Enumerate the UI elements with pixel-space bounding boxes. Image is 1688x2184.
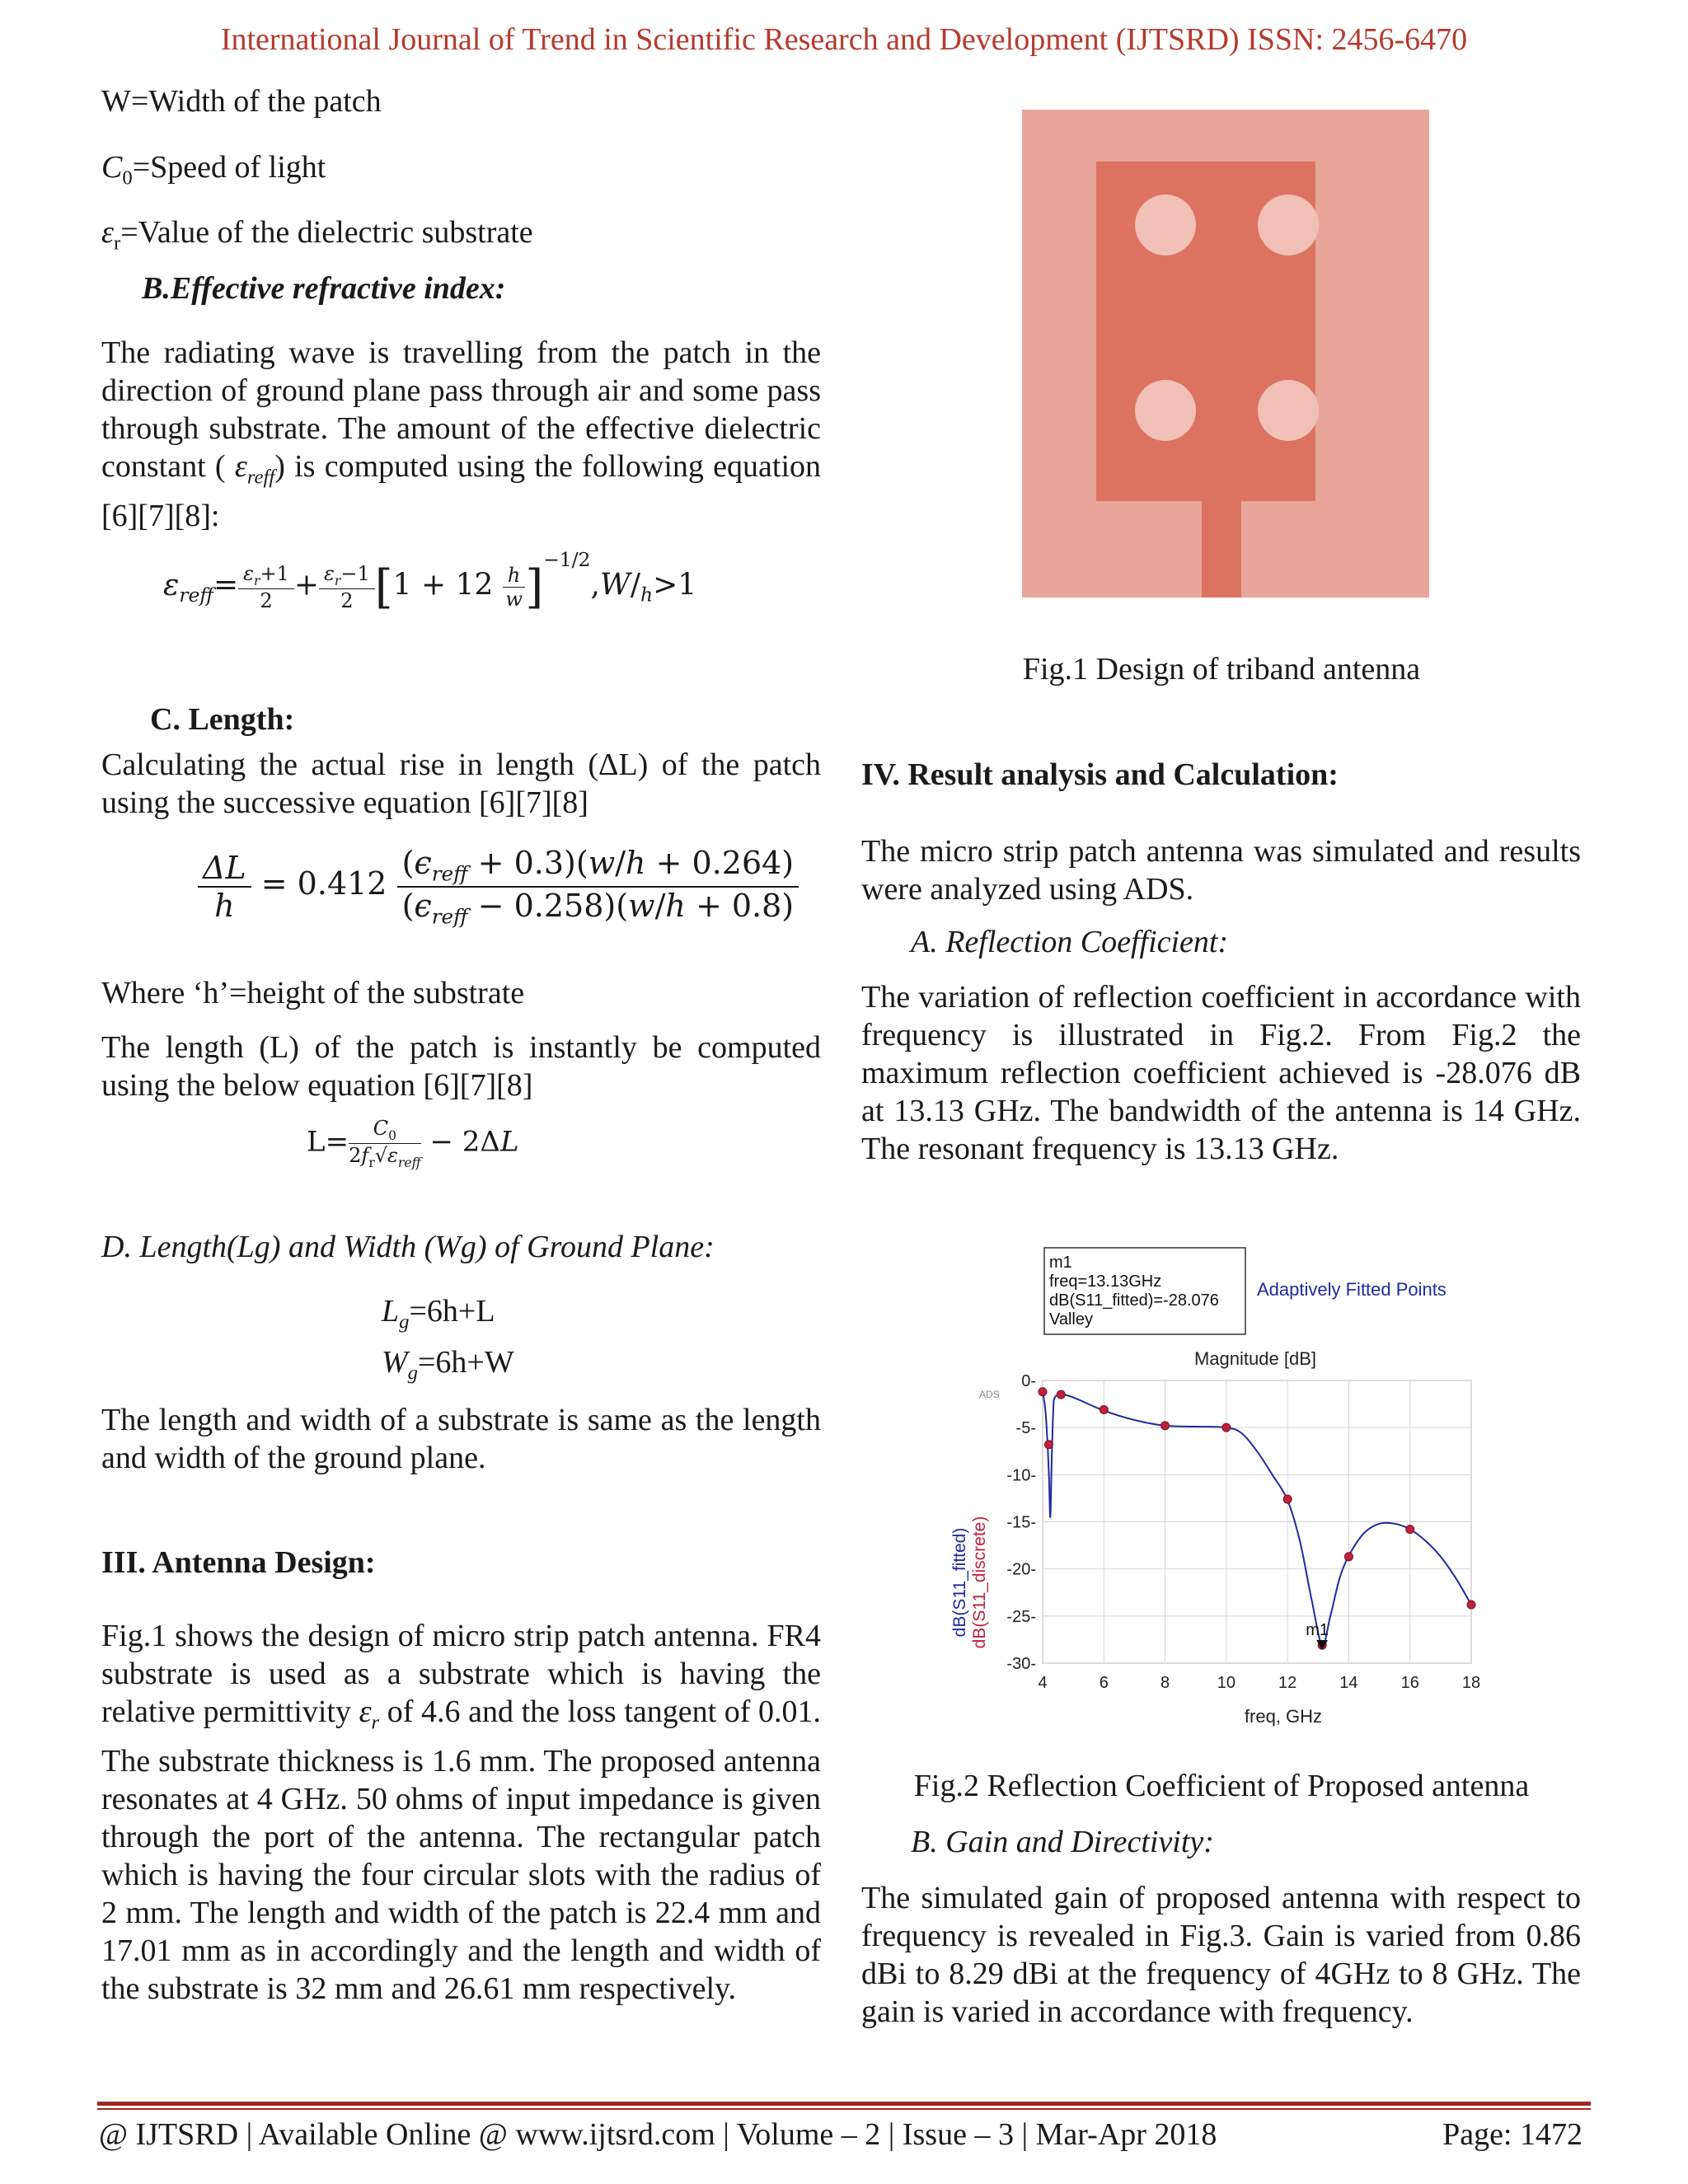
- y-tick-labels: [1006, 1372, 1036, 1673]
- x-axis-label: freq, GHz: [1244, 1706, 1323, 1727]
- paragraph-reflection: The variation of reflection coefficient in accordance with frequency is illustrated in Fig.2. From Fig.2 the maximum reflection coefficient achieved is -28.076 dB at 13.13 GHz. The bandwidth of the antenna is 14 GHz. The resonant frequency is 13.13 GHz.: [861, 980, 1581, 1166]
- section-b-heading: B.Effective refractive index:: [142, 271, 506, 306]
- discrete-point: [1057, 1390, 1065, 1399]
- paragraph-antenna-design: Fig.1 shows the design of micro strip patch antenna. FR4 substrate is used as a substrate which is having the relative permittivity $\varepsilon_r$ of 4.6 and the loss tangent of 0.01. The substrate thickness is 1.6 mm. The proposed antenna resonates at 4 GHz. 50 ohms of input impedance is given through the port of the antenna. The rectangular patch which is having the four circular slots with the radius of 2 mm. The length and width of the patch is 22.4 mm and 17.01 mm as in accordingly and the length and width of the substrate is 32 mm and 26.61 mm respectively.: [101, 1619, 822, 2006]
- chart-grid: [1043, 1380, 1471, 1663]
- page-number: Page: 1472: [1442, 2117, 1582, 2152]
- discrete-point: [1044, 1441, 1053, 1449]
- where-h-text: Where ‘h’=height of the substrate: [101, 976, 525, 1010]
- y-axis-label-discrete: dB(S11_discrete): [970, 1516, 989, 1649]
- marker-info-line: freq=13.13GHz: [1049, 1272, 1162, 1291]
- discrete-point: [1222, 1423, 1231, 1432]
- paragraph-patch-length: The length (L) of the patch is instantly be computed using the below equation [6][7][8]: [101, 1030, 821, 1103]
- footer-info: @ IJTSRD | Available Online @ www.ijtsrd.com | Volume – 2 | Issue – 3 | Mar-Apr 2018: [99, 2117, 1217, 2152]
- circular-slot: [1135, 194, 1196, 255]
- journal-header: International Journal of Trend in Scientific Research and Development (IJTSRD) ISSN: 2456-6470: [220, 22, 1468, 57]
- definition-w: W=Width of the patch: [101, 84, 382, 119]
- antenna-design-figure: [1022, 110, 1429, 598]
- x-tick-label: 14: [1339, 1674, 1358, 1692]
- x-tick-label: 6: [1099, 1674, 1109, 1692]
- x-tick-label: 16: [1400, 1674, 1419, 1692]
- equation-effective-dielectric: $\varepsilon_{reff}=$ $\frac{\varepsilon_r+1}{2}$ + $\frac{\varepsilon_r-1}{2}$ [1 + 12 $\frac{h}{w}$ ]$^{-1/2},W/_h>1$: [163, 547, 697, 614]
- paragraph-length: Calculating the actual rise in length (ΔL) of the patch using the successive equation [6][7][8]: [101, 748, 821, 820]
- y-tick-label: -20-: [1006, 1560, 1036, 1579]
- section-iv-heading: IV. Result analysis and Calculation:: [861, 757, 1339, 792]
- marker-info-line: Valley: [1049, 1310, 1093, 1329]
- y-axis-label-fitted: dB(S11_fitted): [950, 1527, 969, 1638]
- footer-rule: [97, 2102, 1591, 2106]
- paragraph-effective-index: The radiating wave is travelling from the patch in the direction of ground plane pass through air and some pass through substrate. The amount of the effective dielectric constant ( $\varepsilon_{reff}$) is computed using the following equation [6][7][8]:: [101, 335, 822, 533]
- y-tick-label: -15-: [1006, 1513, 1036, 1532]
- y-tick-label: -25-: [1006, 1607, 1036, 1626]
- marker-info-line: dB(S11_fitted)=-28.076: [1049, 1291, 1219, 1310]
- discrete-point: [1283, 1495, 1292, 1503]
- equation-delta-l: $\frac{\Delta L}{h}$ = 0.412 $\frac{(\epsilon_{reff} + 0.3)(w/h + 0.264)}{(\epsilon_{reff} - 0.258)(w/h + 0.8)}$: [198, 845, 799, 928]
- x-tick-label: 18: [1461, 1674, 1481, 1692]
- discrete-point: [1467, 1601, 1475, 1609]
- equation-wg: $W_g=6h+W$: [382, 1345, 514, 1385]
- x-tick-label: 10: [1217, 1674, 1236, 1692]
- discrete-point: [1406, 1526, 1414, 1534]
- y-tick-label: -10-: [1006, 1466, 1036, 1485]
- section-b-gain-heading: B. Gain and Directivity:: [911, 1825, 1214, 1859]
- y-tick-label: -5-: [1015, 1419, 1036, 1438]
- equation-lg: $L_g=6h+L$: [382, 1294, 495, 1333]
- definition-er: $\varepsilon_r=Value$ of the dielectric substrate: [101, 215, 533, 255]
- section-iii-heading: III. Antenna Design:: [101, 1545, 376, 1580]
- paragraph-results: The micro strip patch antenna was simulated and results were analyzed using ADS.: [861, 834, 1581, 907]
- figure-2-caption: Fig.2 Reflection Coefficient of Proposed antenna: [913, 1769, 1530, 1803]
- circular-slot: [1258, 380, 1319, 441]
- circular-slot: [1135, 380, 1196, 441]
- marker-info-line: m1: [1049, 1254, 1072, 1272]
- discrete-point: [1039, 1388, 1047, 1396]
- y-tick-label: -30-: [1006, 1655, 1036, 1673]
- chart-title: Magnitude [dB]: [1194, 1348, 1316, 1369]
- footer-rule-thin: [97, 2108, 1591, 2110]
- section-d-heading: D. Length(Lg) and Width (Wg) of Ground Plane:: [101, 1230, 715, 1264]
- x-tick-label: 12: [1278, 1674, 1297, 1692]
- equation-patch-length: L= $\frac{C_0}{2f_r√\varepsilon_{reff}}$ − 2ΔL: [307, 1117, 519, 1170]
- m1-marker-label: m1: [1306, 1621, 1329, 1640]
- feed-line: [1202, 501, 1241, 598]
- discrete-point: [1100, 1405, 1108, 1413]
- y-tick-label: 0-: [1021, 1372, 1036, 1390]
- x-tick-label: 4: [1038, 1674, 1048, 1692]
- paragraph-gain: The simulated gain of proposed antenna with respect to frequency is revealed in Fig.3. Gain is varied from 0.86 dBi to 8.29 dBi at the frequency of 4GHz to 8 GHz. The gain is varied in accordance with frequency.: [861, 1881, 1581, 2029]
- definition-c0: $C_0=Speed$ of light: [101, 150, 326, 190]
- section-c-heading: C. Length:: [150, 702, 295, 737]
- legend-label: Adaptively Fitted Points: [1257, 1279, 1447, 1300]
- x-tick-labels: [1038, 1674, 1480, 1692]
- reflection-coefficient-chart: [935, 1244, 1512, 1739]
- discrete-point: [1161, 1422, 1170, 1430]
- ads-corner-label: ADS: [979, 1389, 1000, 1400]
- section-a-heading: A. Reflection Coefficient:: [911, 925, 1229, 959]
- page-footer: [99, 2116, 1582, 2153]
- discrete-point: [1344, 1553, 1353, 1561]
- x-tick-label: 8: [1160, 1674, 1170, 1692]
- figure-1-caption: Fig.1 Design of triband antenna: [1022, 652, 1421, 687]
- circular-slot: [1258, 194, 1319, 255]
- paragraph-substrate: The length and width of a substrate is same as the length and width of the ground plane.: [101, 1403, 821, 1475]
